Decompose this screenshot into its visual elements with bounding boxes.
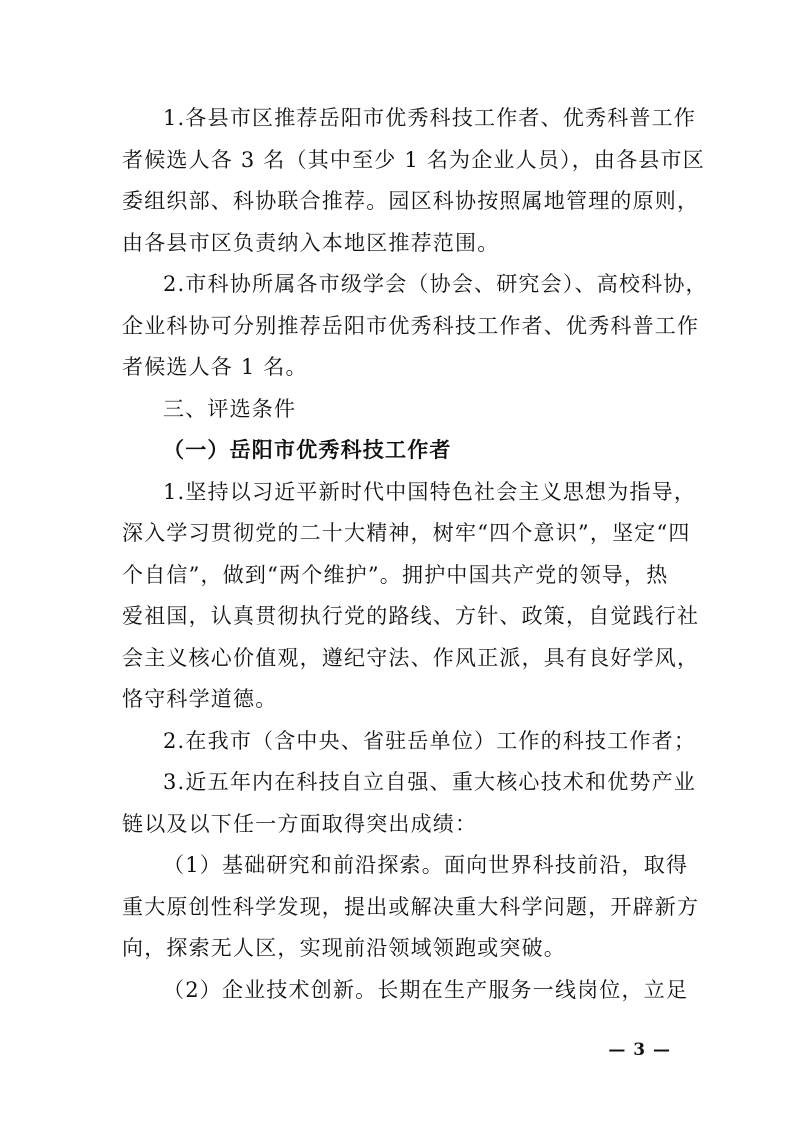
criteria-1-line-4: 爱祖国，认真贯彻执行党的路线、方针、政策，自觉践行社 <box>122 604 700 628</box>
item-1-line-3: 向，探索无人区，实现前沿领域领跑或突破。 <box>122 936 566 960</box>
criteria-1-line-2: 深入学习贯彻党的二十大精神，树牢“四个意识”，坚定“四 <box>122 521 691 545</box>
page-number: — 3 — <box>608 1040 671 1060</box>
criteria-1-line-6: 恪守科学道德。 <box>122 687 278 711</box>
paragraph-2-line-3: 者候选人各 1 名。 <box>122 355 308 379</box>
subsection-heading-1: （一）岳阳市优秀科技工作者 <box>163 438 452 462</box>
section-heading-3: 三、评选条件 <box>163 397 297 421</box>
criteria-3-line-1: 3.近五年内在科技自立自强、重大核心技术和优势产业 <box>163 770 697 794</box>
paragraph-1-line-2: 者候选人各 3 名（其中至少 1 名为企业人员），由各县市区 <box>122 148 705 172</box>
paragraph-2-line-1: 2.市科协所属各市级学会（协会、研究会）、高校科协， <box>163 272 708 296</box>
paragraph-1-line-3: 委组织部、科协联合推荐。园区科协按照属地管理的原则， <box>122 189 700 213</box>
criteria-1-line-3: 个自信”，做到“两个维护”。拥护中国共产党的领导，热 <box>122 563 669 587</box>
paragraph-1-line-1: 1.各县市区推荐岳阳市优秀科技工作者、优秀科普工作 <box>163 106 697 130</box>
criteria-1-line-1: 1.坚持以习近平新时代中国特色社会主义思想为指导， <box>163 480 697 504</box>
item-1-line-2: 重大原创性科学发现，提出或解决重大科学问题，开辟新方 <box>122 895 700 919</box>
paragraph-1-line-4: 由各县市区负责纳入本地区推荐范围。 <box>122 231 500 255</box>
criteria-2-line-1: 2.在我市（含中央、省驻岳单位）工作的科技工作者； <box>163 729 697 753</box>
item-1-line-1: （1）基础研究和前沿探索。面向世界科技前沿，取得 <box>163 853 689 877</box>
item-2-line-1: （2）企业技术创新。长期在生产服务一线岗位，立足 <box>163 978 689 1002</box>
criteria-3-line-2: 链以及以下任一方面取得突出成绩： <box>122 812 478 836</box>
paragraph-2-line-2: 企业科协可分别推荐岳阳市优秀科技工作者、优秀科普工作 <box>122 314 700 338</box>
criteria-1-line-5: 会主义核心价值观，遵纪守法、作风正派，具有良好学风， <box>122 646 700 670</box>
